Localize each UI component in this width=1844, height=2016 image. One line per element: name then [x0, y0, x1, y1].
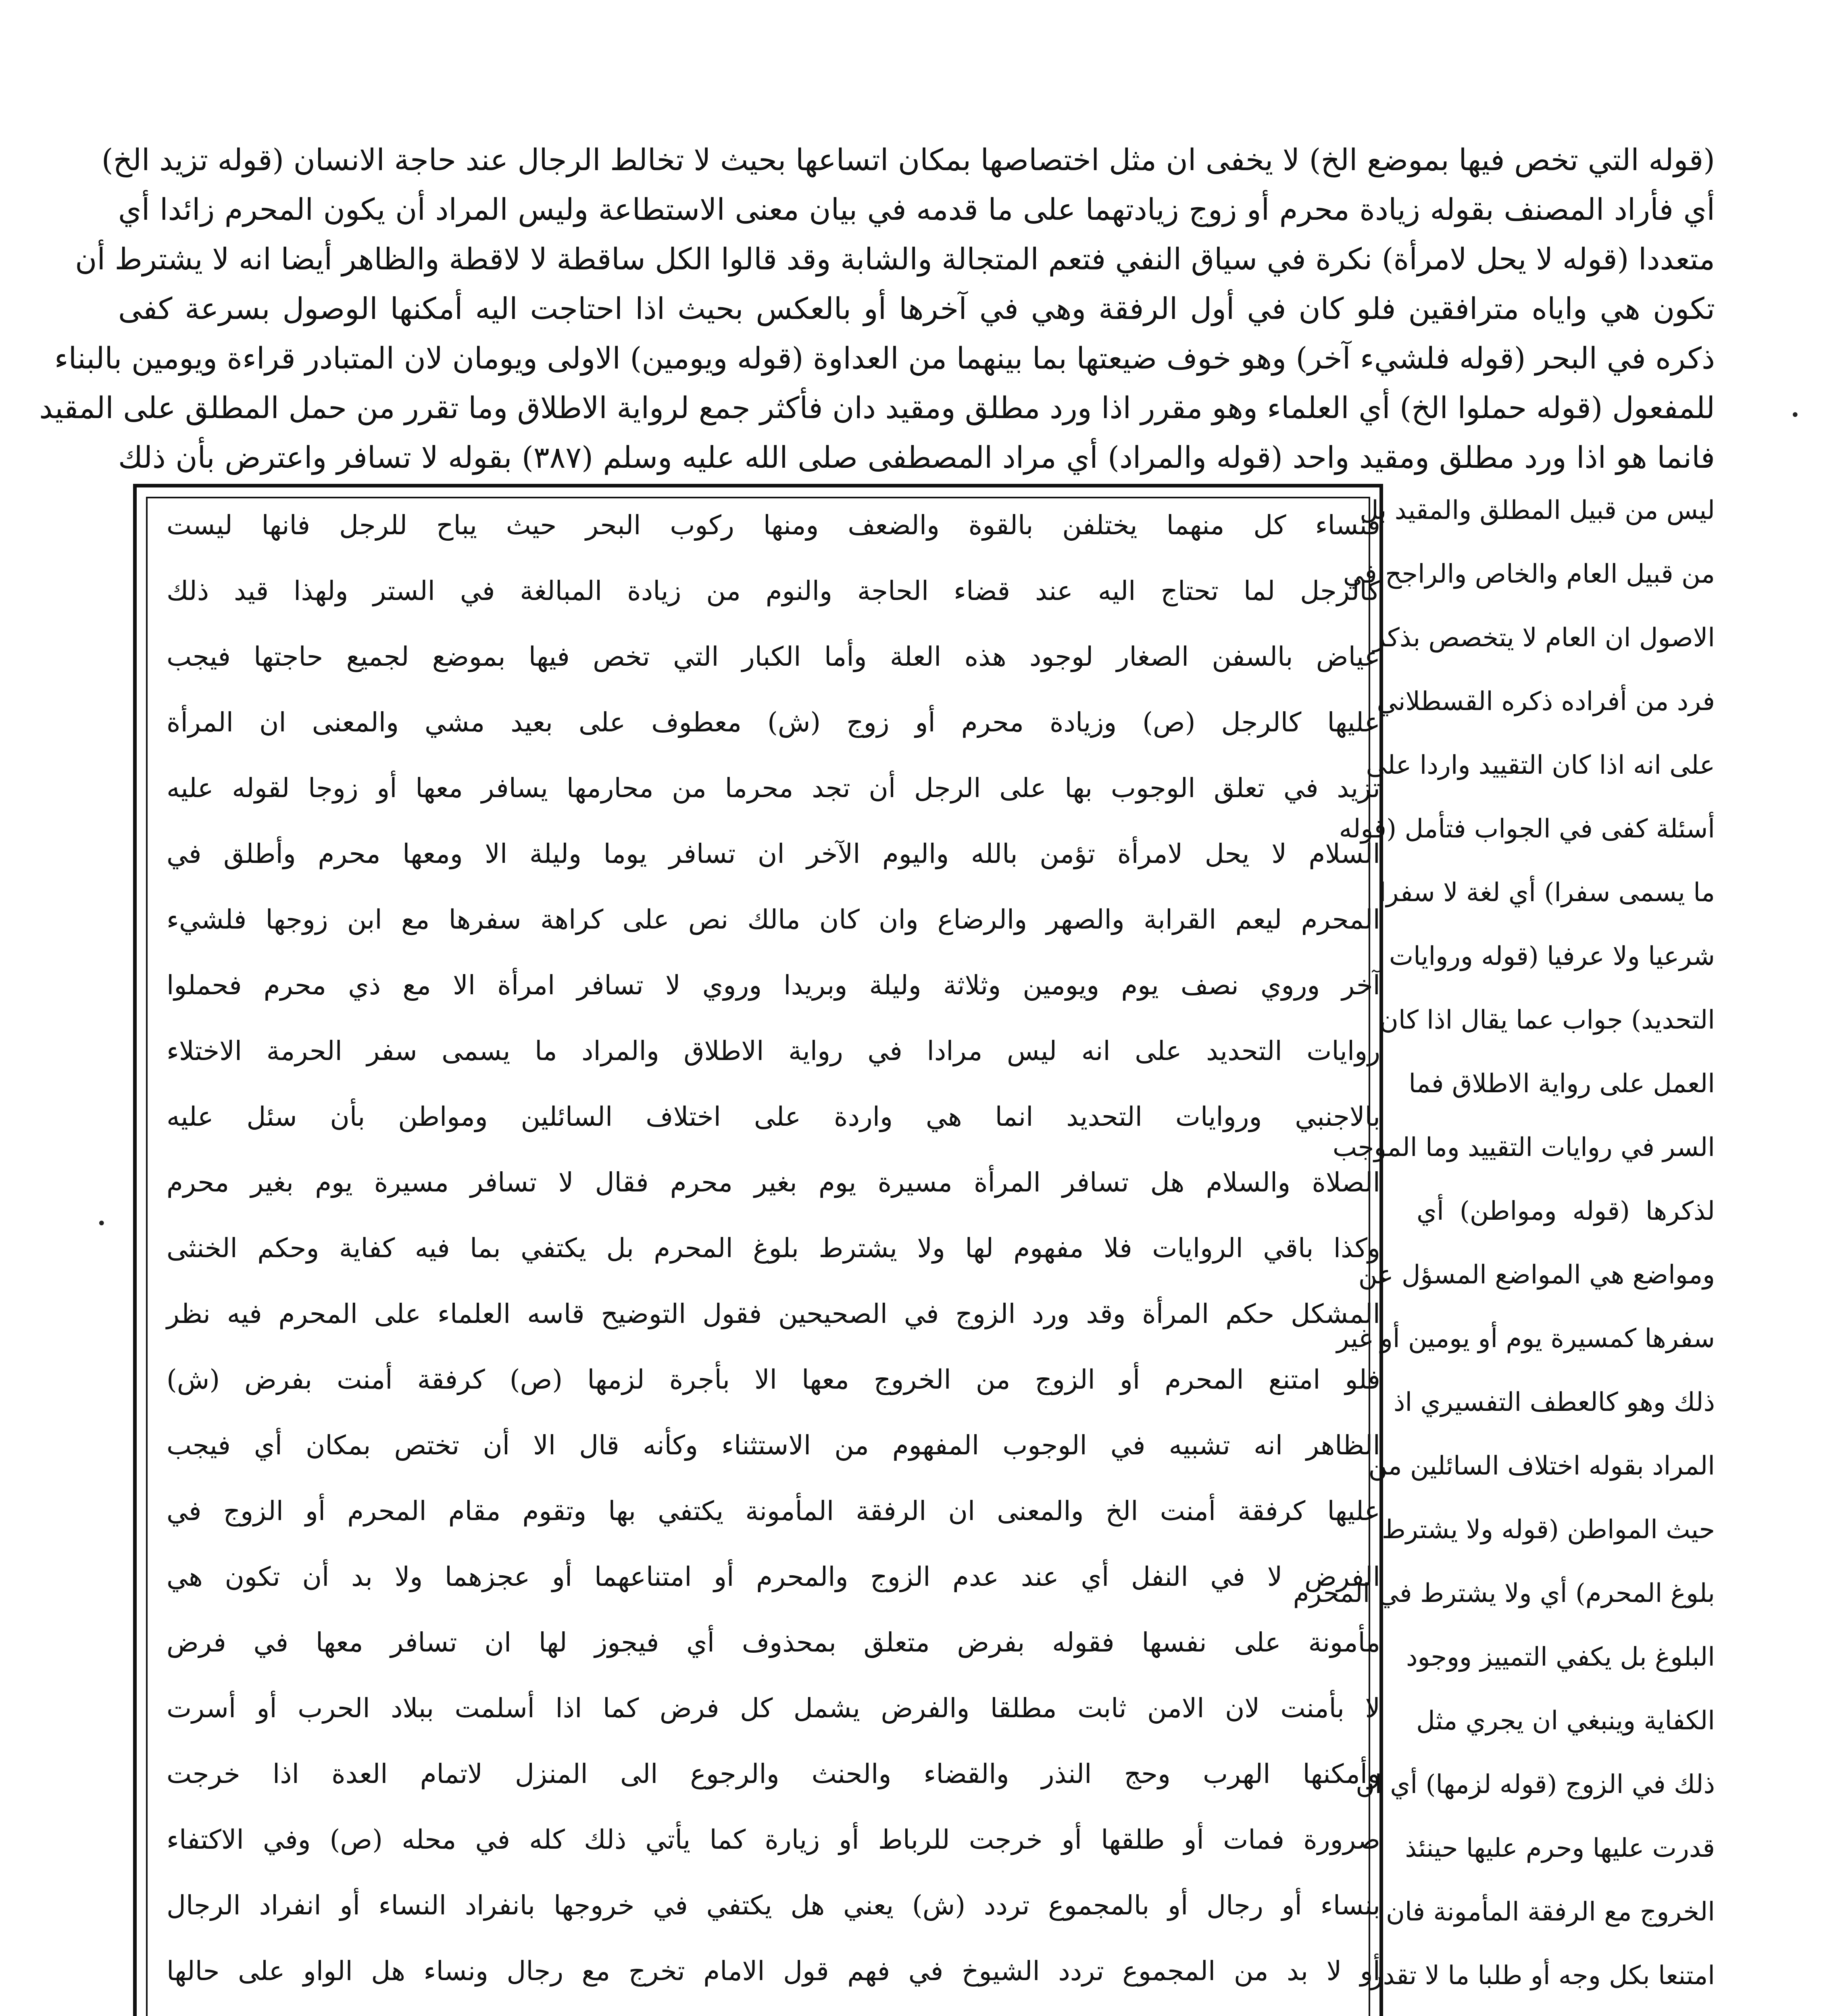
- top-line-4: تكون هي واياه مترافقين فلو كان في أول الرفقة وهي في آخرها أو بالعكس بحيث اذا احتاجت اليه أمكنها الوصول بسرعة كفى: [118, 292, 1715, 326]
- side-line-9: التحديد) جواب عما يقال اذا كان: [1379, 1005, 1715, 1035]
- margin-dot: •: [1790, 406, 1800, 425]
- side-line-17: حيث المواطن (قوله ولا يشترط: [1381, 1515, 1715, 1545]
- top-line-5: ذكره في البحر (قوله فلشيء آخر) وهو خوف ضيعتها بما بينهما من العداوة (قوله ويومين) الاولى ويومان لان المتبادر قراءة ويومين بالبناء: [54, 341, 1715, 376]
- box-line-21: صرورة فمات أو طلقها أو خرجت للرباط أو زيارة كما يأتي ذلك كله في محله (ص) وفي الاكتفاء: [167, 1824, 1380, 1855]
- side-line-16: المراد بقوله اختلاف السائلين من: [1368, 1451, 1715, 1481]
- box-line-8: آخر وروي نصف يوم ويومين وثلاثة وليلة وبريدا وروي لا تسافر امرأة الا مع ذي محرم فحملوا: [167, 970, 1380, 1001]
- box-line-18: مأمونة على نفسها فقوله بفرض متعلق بمحذوف أي فيجوز لها ان تسافر معها في فرض: [167, 1627, 1380, 1658]
- side-line-13: ومواضع هي المواضع المسؤل عن: [1358, 1260, 1715, 1290]
- box-line-20: وأمكنها الهرب وحج النذر والقضاء والحنث والرجوع الى المنزل لاتمام العدة اذا خرجت: [167, 1758, 1380, 1789]
- side-line-1: ليس من قبيل المطلق والمقيد بل: [1360, 496, 1715, 525]
- box-line-12: وكذا باقي الروايات فلا مفهوم لها ولا يشترط بلوغ المحرم بل يكتفي بما فيه كفاية وحكم الخنثى: [167, 1233, 1380, 1264]
- top-line-1: (قوله التي تخص فيها بموضع الخ) لا يخفى ان مثل اختصاصها بمكان اتساعها بحيث لا تخالط الرجال عند حاجة الانسان (قوله تزيد الخ): [101, 143, 1715, 177]
- top-line-6: للمفعول (قوله حملوا الخ) أي العلماء وهو مقرر اذا ورد مطلق ومقيد دان فأكثر جمع لرواية الاطلاق وما تقرر من حمل المطلق على المقيد: [39, 391, 1715, 425]
- box-line-13: المشكل حكم المرأة وقد ورد الزوج في الصحيحين فقول التوضيح قاسه العلماء على المحرم فيه نظر: [167, 1298, 1380, 1329]
- side-line-5: على انه اذا كان التقييد واردا على: [1366, 750, 1715, 780]
- box-line-19: لا بأمنت لان الامن ثابت مطلقا والفرض يشمل كل فرض كما اذا أسلمت ببلاد الحرب أو أسرت: [167, 1693, 1380, 1724]
- box-line-11: الصلاة والسلام هل تسافر المرأة مسيرة يوم بغير محرم فقال لا تسافر مسيرة يوم بغير محرم: [167, 1167, 1380, 1198]
- box-line-15: الظاهر انه تشبيه في الوجوب المفهوم من الاستثناء وكأنه قال الا أن تختص بمكان أي فيجب: [167, 1430, 1380, 1461]
- box-line-16: عليها كرفقة أمنت الخ والمعنى ان الرفقة المأمونة يكتفي بها وتقوم مقام المحرم أو الزوج في: [167, 1495, 1380, 1527]
- margin-dot: •: [97, 1214, 106, 1233]
- box-line-9: روايات التحديد على انه ليس مرادا في رواية الاطلاق والمراد ما يسمى سفر الحرمة الاختلاء: [167, 1035, 1380, 1066]
- side-line-7: ما يسمى سفرا) أي لغة لا سفرا: [1379, 878, 1715, 908]
- side-line-24: امتنعا بكل وجه أو طلبا ما لا تقدر: [1370, 1961, 1715, 1991]
- box-line-2: كالرجل لما تحتاج اليه عند قضاء الحاجة والنوم من زيادة المبالغة في الستر ولهذا قيد ذلك: [167, 575, 1380, 606]
- side-line-21: ذلك في الزوج (قوله لزمها) أي ان: [1356, 1770, 1715, 1799]
- side-line-15: ذلك وهو كالعطف التفسيري اذ: [1393, 1387, 1715, 1417]
- top-line-7: فانما هو اذا ورد مطلق ومقيد واحد (قوله والمراد) أي مراد المصطفى صلى الله عليه وسلم (٣٨٧) بقوله لا تسافر واعترض بأن ذلك: [118, 440, 1715, 475]
- box-line-22: بنساء أو رجال أو بالمجموع تردد (ش) يعني هل يكتفي في خروجها بانفراد النساء أو انفراد الرجال: [167, 1890, 1380, 1921]
- side-line-8: شرعيا ولا عرفيا (قوله وروايات: [1389, 941, 1715, 971]
- box-line-17: الفرض لا في النفل أي عند عدم الزوج والمحرم أو امتناعهما أو عجزهما ولا بد أن تكون هي: [167, 1561, 1380, 1592]
- box-line-5: تزيد في تعلق الوجوب بها على الرجل أن تجد محرما من محارمها يسافر معها أو زوجا لقوله عليه: [167, 773, 1380, 804]
- side-line-2: من قبيل العام والخاص والراجح في: [1343, 559, 1715, 589]
- box-line-3: عياض بالسفن الصغار لوجود هذه العلة وأما الكبار التي تخص فيها بموضع لجميع حاجتها فيجب: [167, 641, 1380, 672]
- side-line-20: الكفاية وينبغي ان يجري مثل: [1416, 1706, 1715, 1736]
- side-line-19: البلوغ بل يكفي التمييز ووجود: [1406, 1642, 1715, 1672]
- side-line-23: الخروج مع الرفقة المأمونة فان: [1386, 1897, 1715, 1927]
- box-line-14: فلو امتنع المحرم أو الزوج من الخروج معها الا بأجرة لزمها (ص) كرفقة أمنت بفرض (ش): [167, 1364, 1380, 1395]
- box-line-1: فنساء كل منهما يختلفن بالقوة والضعف ومنها ركوب البحر حيث يباح للرجل فانها ليست: [167, 510, 1380, 541]
- box-line-7: المحرم ليعم القرابة والصهر والرضاع وان كان مالك نص على كراهة سفرها مع ابن زوجها فلشيء: [167, 904, 1380, 935]
- box-line-23: أو لا بد من المجموع تردد الشيوخ في فهم قول الامام تخرج مع رجال ونساء هل الواو على حالها: [167, 1956, 1380, 1987]
- box-line-6: السلام لا يحل لامرأة تؤمن بالله واليوم الآخر ان تسافر يوما وليلة الا ومعها محرم وأطلق في: [167, 838, 1380, 869]
- box-line-10: بالاجنبي وروايات التحديد انما هي واردة على اختلاف السائلين ومواطن بأن سئل عليه: [167, 1101, 1380, 1132]
- side-line-6: أسئلة كفى في الجواب فتأمل (قوله: [1339, 814, 1715, 844]
- top-line-3: متعددا (قوله لا يحل لامرأة) نكرة في سياق النفي فتعم المتجالة والشابة وقد قالوا الكل ساقطة لا لاقطة والظاهر أيضا انه لا يشترط أن: [75, 242, 1715, 277]
- side-line-10: العمل على رواية الاطلاق فما: [1409, 1069, 1715, 1099]
- side-line-18: بلوغ المحرم) أي ولا يشترط في المحرم: [1293, 1579, 1715, 1608]
- side-line-11: السر في روايات التقييد وما الموجب: [1332, 1133, 1715, 1162]
- top-line-2: أي فأراد المصنف بقوله زيادة محرم أو زوج زيادتهما على ما قدمه في بيان معنى الاستطاعة وليس المراد أن يكون المحرم زائدا أي: [118, 192, 1715, 227]
- box-line-4: عليها كالرجل (ص) وزيادة محرم أو زوج (ش) معطوف على بعيد مشي والمعنى ان المرأة: [167, 707, 1380, 738]
- side-line-12: لذكرها (قوله ومواطن) أي: [1417, 1196, 1715, 1226]
- side-line-22: قدرت عليها وحرم عليها حينئذ: [1405, 1833, 1715, 1863]
- side-line-14: سفرها كمسيرة يوم أو يومين أو غير: [1336, 1324, 1715, 1354]
- side-line-4: فرد من أفراده ذكره القسطلاني: [1377, 687, 1715, 716]
- side-line-3: الاصول ان العام لا يتخصص بذكر: [1373, 623, 1715, 653]
